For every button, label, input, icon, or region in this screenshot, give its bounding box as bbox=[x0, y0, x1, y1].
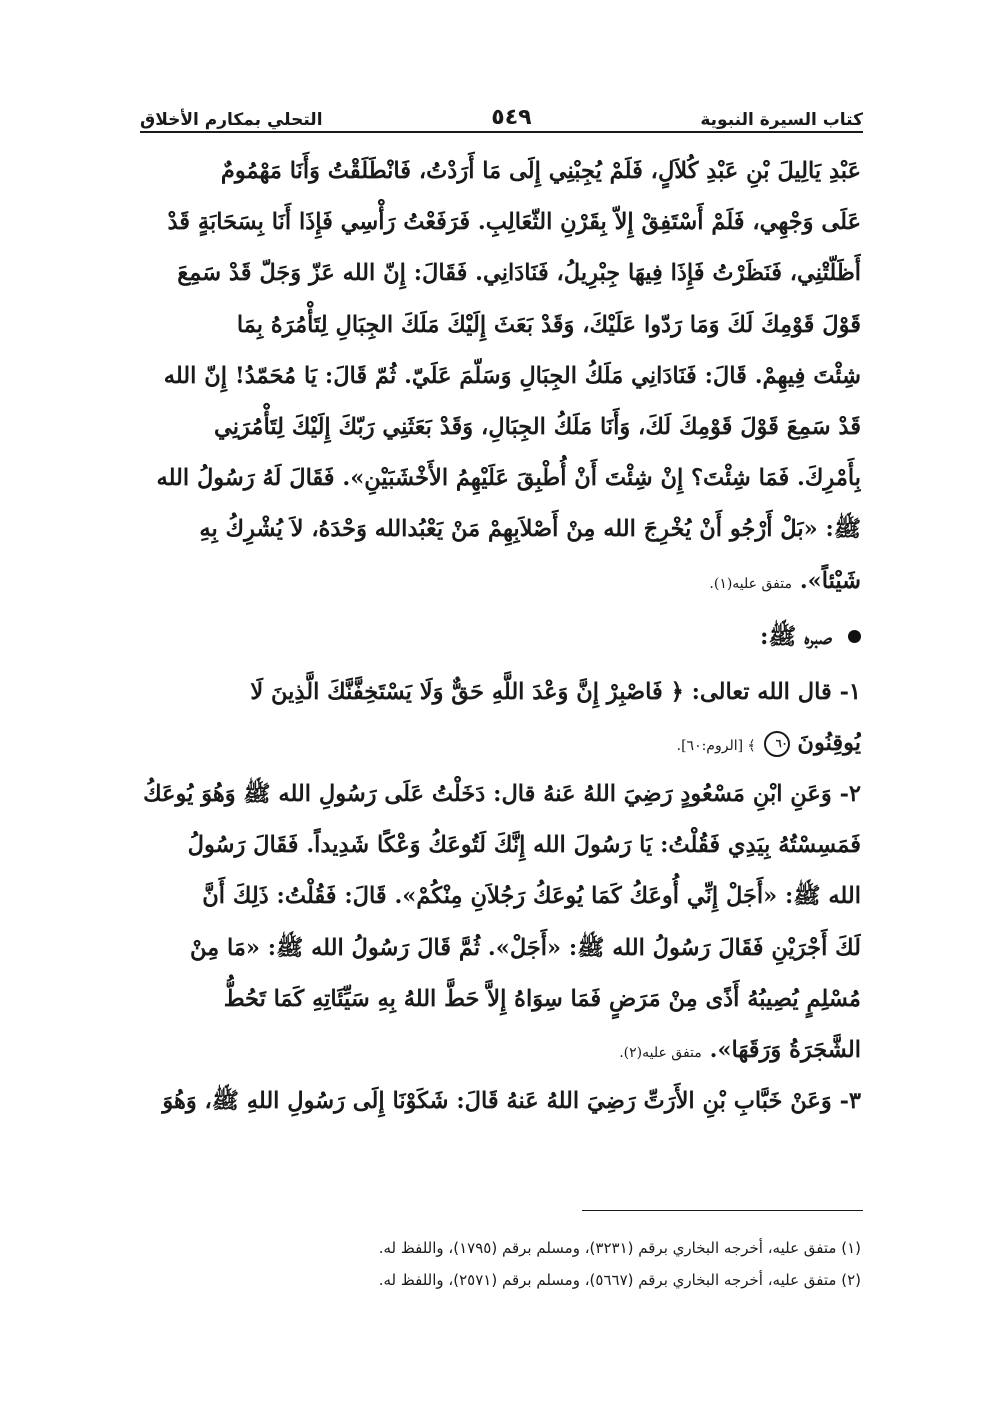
text-line: ﷺ: «بَلْ أَرْجُو أَنْ يُخْرِجَ الله مِنْ أَصْلاَبِهِمْ مَنْ يَعْبُدالله وَحْدَهُ، لاَ يُشْرِكُ بِهِ bbox=[199, 516, 861, 543]
text-line: قَدْ سَمِعَ قَوْلَ قَوْمِكَ لَكَ، وَأَنَا مَلَكُ الجِبَالِ، وَقَدْ بَعَثَنِي رَبّكَ إِلَيْكَ لِتَأْمُرَنِي bbox=[214, 413, 861, 440]
footnote: (١) متفق عليه، أخرجه البخاري برقم (٣٢٣١)، ومسلم برقم (١٧٩٥)، واللفظ له. bbox=[378, 1239, 861, 1257]
header-rule bbox=[140, 131, 863, 133]
footnote-rule bbox=[582, 1210, 863, 1211]
page-header bbox=[140, 96, 863, 130]
hadith-end: الشَّجَرَةُ وَرَقَهَا». bbox=[709, 1037, 861, 1063]
hadith-end: شَيْئاً». bbox=[799, 567, 861, 594]
list-item bbox=[142, 667, 861, 718]
reference-note: متفق عليه(١). bbox=[709, 575, 792, 592]
book-title: كتاب السيرة النبوية bbox=[700, 110, 863, 130]
item-text: وَعَنِ ابْنِ مَسْعُودٍ رَضِيَ اللهُ عَنهُ قال: دَخَلْتُ عَلَى رَسُولِ الله ﷺ وَهُوَ يُوعَكُ bbox=[143, 781, 832, 808]
list-item bbox=[142, 1076, 861, 1127]
item-number: ٣- bbox=[839, 1088, 861, 1115]
text-line: لَكَ أَجْرَيْنِ فَقَالَ رَسُولُ الله ﷺ: «أَجَلْ». ثُمَّ قَالَ رَسُولُ الله ﷺ: «مَا مِنْ bbox=[189, 934, 861, 961]
page-body bbox=[142, 146, 861, 1127]
text-line: عَبْدِ يَالِيلَ بْنِ عَبْدِ كُلاَلٍ، فَلَمْ يُجِبْنِي إِلَى مَا أَرَدْتُ، فَانْطَلَقْتُ وَأَنَا مَهْمُومٌ bbox=[220, 158, 861, 184]
text-line-last bbox=[142, 1025, 861, 1076]
item-text: يُوقِنُونَ bbox=[797, 729, 861, 756]
bullet-icon bbox=[848, 630, 861, 643]
item-number: ٢- bbox=[839, 781, 861, 808]
text-line: الله ﷺ: «أَجَلْ إِنِّي أُوعَكُ كَمَا يُوعَكُ رَجُلاَنِ مِنْكُمْ». قَالَ: فَقُلْتُ: ذَلِكَ أَنَّ bbox=[202, 883, 861, 910]
text-line: مُسْلِمٍ يُصِيبُهُ أَذًى مِنْ مَرَضٍ فَمَا سِوَاهُ إِلاَّ حَطَّ اللهُ بِهِ سَيِّئَاتِهِ كَمَا تَحُطُّ bbox=[223, 985, 861, 1012]
section-title: التحلي بمكارم الأخلاق bbox=[140, 110, 323, 130]
page-number: ٥٤٩ bbox=[491, 105, 532, 130]
item-text: وَعَنْ خَبَّابِ بْنِ الأَرَتِّ رَضِيَ اللهُ عَنهُ قَالَ: شَكَوْنَا إِلَى رَسُولِ اللهِ ﷺ، وَهُوَ bbox=[162, 1088, 832, 1115]
surah-reference: ﴾ [الروم:٦٠]. bbox=[676, 737, 756, 754]
text-line: بِأَمْرِكَ. فَمَا شِئْتَ؟ إِنْ شِئْتَ أَنْ أُطْبِقَ عَلَيْهِمُ الأَخْشَبَيْنِ». فَقَالَ لَهُ رَسُولُ الله bbox=[156, 465, 861, 492]
reference-note: متفق عليه(٢). bbox=[619, 1045, 702, 1061]
text-line: شِئْتَ فِيهِمْ. قَالَ: فَنَادَانِي مَلَكُ الجِبَالِ وَسَلّمَ عَلَيّ. ثُمّ قَالَ: يَا مُحَمّدُ! إِنّ الله bbox=[163, 362, 861, 389]
text-line: عَلَى وَجْهِي، فَلَمْ أَسْتَفِقْ إِلاّ بِقَرْنِ الثّعَالِبِ. فَرَفَعْتُ رَأْسِي فَإِذَا أَنَا بِسَحَابَةٍ قَدْ bbox=[167, 209, 861, 236]
heading-text: صبره ﷺ: bbox=[760, 622, 832, 650]
text-line-last bbox=[142, 556, 861, 607]
footnote: (٢) متفق عليه، أخرجه البخاري برقم (٥٦٦٧)، ومسلم برقم (٢٥٧١)، واللفظ له. bbox=[378, 1271, 861, 1289]
text-line: قَوْلَ قَوْمِكَ لَكَ وَمَا رَدّوا عَلَيْكَ، وَقَدْ بَعَثَ إِلَيْكَ مَلَكَ الجِبَالِ لِتَأْمُرَهُ بِمَا bbox=[236, 311, 861, 338]
ayah-number-icon: ٦٠ bbox=[764, 731, 790, 757]
footnotes bbox=[142, 1232, 861, 1296]
item-number: ١- bbox=[839, 678, 861, 705]
list-item bbox=[142, 769, 861, 820]
section-heading bbox=[142, 607, 861, 667]
item-text: قال الله تعالى: ﴿ فَاصْبِرْ إِنَّ وَعْدَ اللَّهِ حَقٌّ وَلَا يَسْتَخِفَّنَّكَ الَّذِينَ لَا bbox=[250, 678, 832, 705]
text-line: فَمَسِسْتُهُ بِيَدِي فَقُلْتُ: يَا رَسُولَ الله إِنَّكَ لَتُوعَكُ وَعْكًا شَدِيداً. فَقَالَ رَسُولُ bbox=[187, 832, 861, 859]
text-line: أَظَلّتْنِي، فَنَظَرْتُ فَإِذَا فِيهَا جِبْرِيلُ، فَنَادَانِي. فَقَالَ: إِنّ الله عَزّ وَجَلّ قَدْ سَمِعَ bbox=[177, 260, 861, 287]
list-item-cont bbox=[142, 718, 861, 769]
